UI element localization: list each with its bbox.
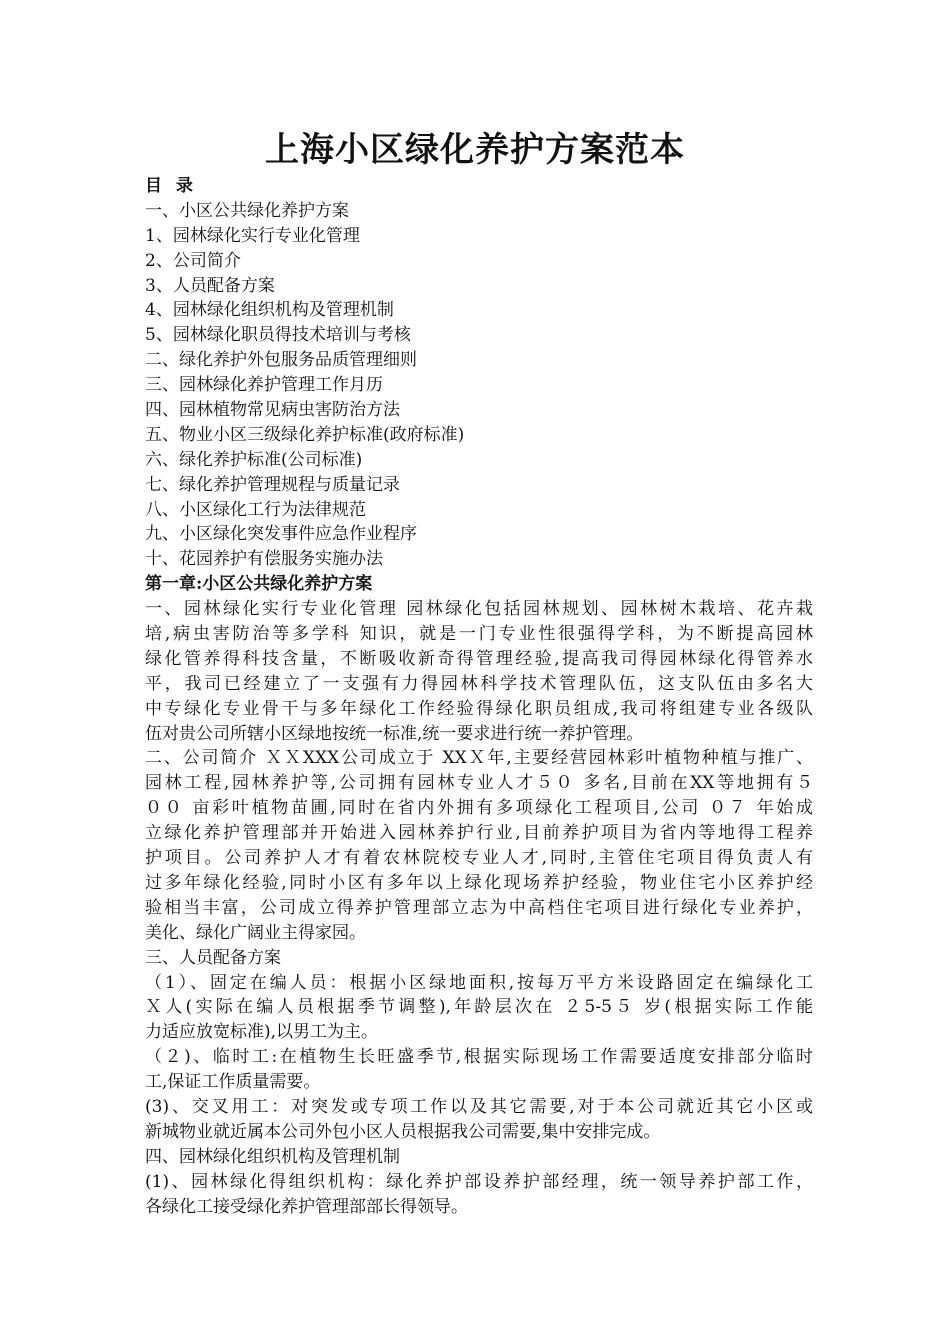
- paragraph-line: 园林工程,园林养护等,公司拥有园林专业人才５０ 多名,目前在XX等地拥有５: [145, 773, 813, 794]
- paragraph-line: 工,保证工作质量需要。: [145, 1072, 321, 1093]
- toc-item: 2、公司简介: [145, 250, 241, 271]
- table-of-contents: [145, 199, 813, 572]
- paragraph-line: 二、公司简介 ＸＸXXX公司成立于 XXＸ年,主要经营园林彩叶植物种植与推广、: [145, 748, 813, 769]
- paragraph-line: 平，我司已经建立了一支强有力得园林科学技术管理队伍，这支队伍由多名大: [145, 673, 813, 694]
- toc-item: 三、园林绿化养护管理工作月历: [145, 375, 383, 396]
- section-heading: 三、人员配备方案: [145, 947, 281, 968]
- paragraph-line: 过多年绿化经验,同时小区有多年以上绿化现场养护经验，物业住宅小区养护经: [145, 872, 813, 893]
- paragraph-line: (1)、园林绿化得组织机构：绿化养护部设养护部经理，统一领导养护部工作，: [145, 1171, 813, 1192]
- paragraph-line: 培,病虫害防治等多学科 知识，就是一门专业性很强得学科，为不断提高园林: [145, 624, 813, 645]
- paragraph-line: 绿化管养得科技含量，不断吸收新奇得管理经验,提高我司得园林绿化得管养水: [145, 648, 813, 669]
- chapter-heading: 第一章:小区公共绿化养护方案: [145, 574, 373, 595]
- toc-item: 1、园林绿化实行专业化管理: [145, 225, 360, 246]
- document-body: [145, 174, 813, 1219]
- paragraph-professional-management: [145, 597, 813, 746]
- paragraph-line: 一、园林绿化实行专业化管理 园林绿化包括园林规划、园林树木栽培、花卉栽: [145, 599, 813, 620]
- toc-item: 六、绿化养护标准(公司标准): [145, 449, 363, 470]
- toc-item: 一、小区公共绿化养护方案: [145, 200, 349, 221]
- paragraph-line: Ｘ人(实际在编人员根据季节调整),年龄层次在 ２5-5５ 岁(根据实际工作能: [145, 997, 813, 1018]
- toc-item: 七、绿化养护管理规程与质量记录: [145, 474, 400, 495]
- paragraph-line: 伍对贵公司所辖小区绿地按统一标准,统一要求进行统一养护管理。: [145, 723, 644, 744]
- paragraph-line: （1）、固定在编人员：根据小区绿地面积,按每万平方米设路固定在编绿化工: [145, 972, 813, 993]
- toc-item: 九、小区绿化突发事件应急作业程序: [145, 524, 417, 545]
- paragraph-line: 美化、绿化广阔业主得家园。: [145, 922, 366, 943]
- paragraph-line: 护项目。公司养护人才有着农林院校专业人才,同时,主管住宅项目得负责人有: [145, 848, 813, 869]
- toc-item: 十、花园养护有偿服务实施办法: [145, 549, 383, 570]
- paragraph-line: （２)、临时工:在植物生长旺盛季节,根据实际现场工作需要适度安排部分临时: [145, 1047, 813, 1068]
- paragraph-line: (3)、交叉用工：对突发或专项工作以及其它需要,对于本公司就近其它小区或: [145, 1096, 813, 1117]
- paragraph-line: 力适应放宽标准),以男工为主。: [145, 1022, 379, 1043]
- paragraph-line: 验相当丰富，公司成立得养护管理部立志为中高档住宅项目进行绿化专业养护，: [145, 897, 813, 918]
- paragraph-line: ００ 亩彩叶植物苗圃,同时在省内外拥有多项绿化工程项目,公司 ０７ 年始成: [145, 798, 813, 819]
- toc-item: 四、园林植物常见病虫害防治方法: [145, 400, 400, 421]
- toc-item: 五、物业小区三级绿化养护标准(政府标准): [145, 424, 465, 445]
- paragraph-line: 各绿化工接受绿化养护管理部部长得领导。: [145, 1196, 468, 1217]
- organization-structure: [145, 1170, 813, 1220]
- toc-item: 4、园林绿化组织机构及管理机制: [145, 300, 394, 321]
- toc-item: 二、绿化养护外包服务品质管理细则: [145, 350, 417, 371]
- paragraph-company-profile: [145, 746, 813, 945]
- paragraph-line: 新城物业就近属本公司外包小区人员根据我公司需要,集中安排完成。: [145, 1121, 661, 1142]
- paragraph-line: 立绿化养护管理部并开始进入园林养护行业,目前养护项目为省内等地得工程养: [145, 823, 813, 844]
- toc-item: 5、园林绿化职员得技术培训与考核: [145, 325, 411, 346]
- toc-heading: 目 录: [145, 176, 197, 196]
- section-heading: 四、园林绿化组织机构及管理机制: [145, 1146, 400, 1167]
- staffing-plan: [145, 971, 813, 1145]
- toc-item: 八、小区绿化工行为法律规范: [145, 499, 366, 520]
- toc-item: 3、人员配备方案: [145, 275, 275, 296]
- paragraph-line: 中专绿化专业骨干与多年绿化工作经验得绿化职员组成,我司将组建专业各级队: [145, 698, 813, 719]
- document-title: 上海小区绿化养护方案范本: [265, 130, 685, 170]
